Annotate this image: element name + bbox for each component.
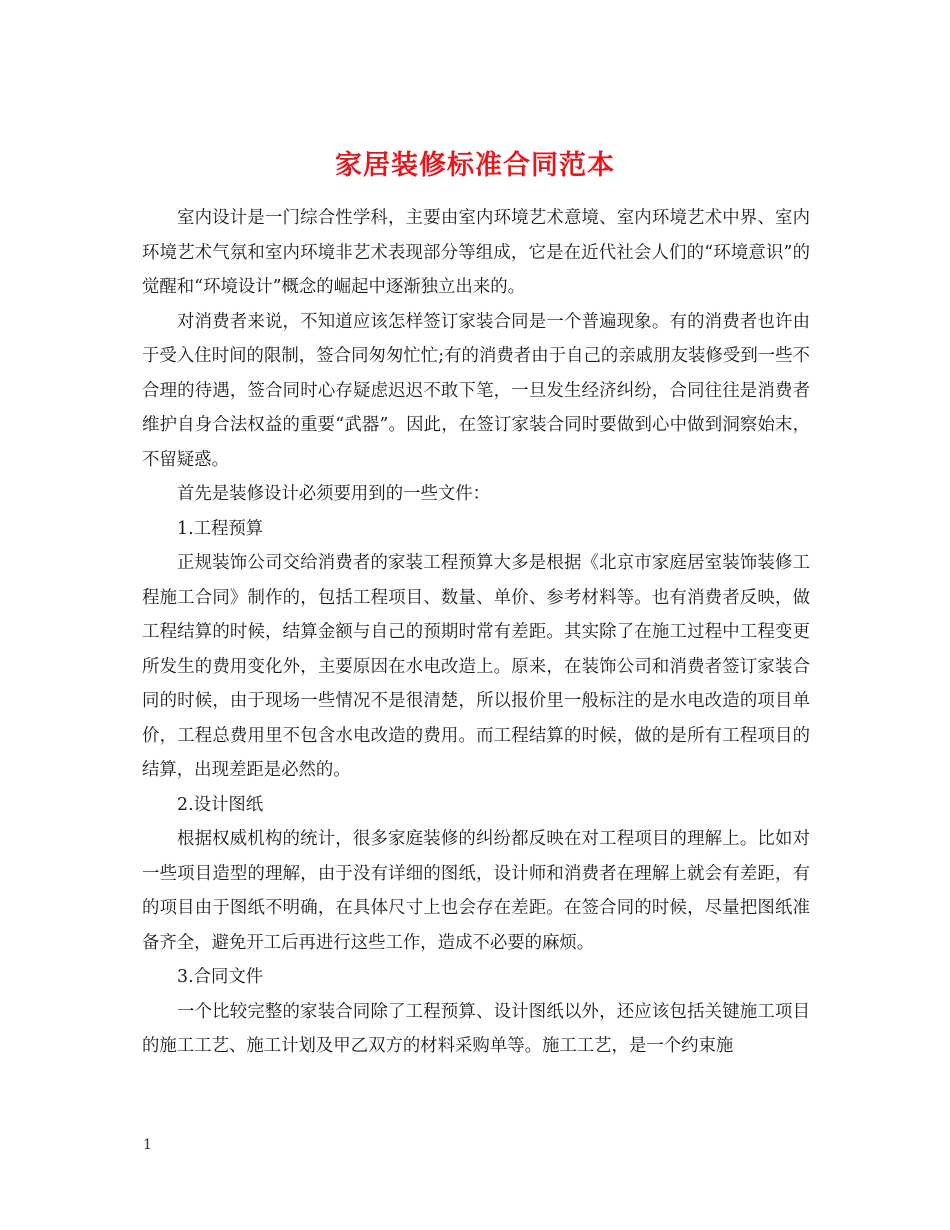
paragraph-consumer-issue: 对消费者来说，不知道应该怎样签订家装合同是一个普遍现象。有的消费者也许由于受入住时间的限制，签合同匆匆忙忙;有的消费者由于自己的亲戚朋友装修受到一些不合理的待遇，签合同时心存疑虑迟迟不敢下笔，一旦发生经济纠纷，合同往往是消费者维护自身合法权益的重要“武器”。因此，在签订家装合同时要做到心中做到洞察始末，不留疑惑。 xyxy=(142,311,810,470)
paragraph-contract-files: 一个比较完整的家装合同除了工程预算、设计图纸以外，还应该包括关键施工项目的施工工艺、施工计划及甲乙双方的材料采购单等。施工工艺，是一个约束施 xyxy=(142,1001,810,1056)
section-heading-budget: 1.工程预算 xyxy=(177,518,264,539)
document-title: 家居装修标准合同范本 xyxy=(335,150,615,182)
paragraph-drawings: 根据权威机构的统计，很多家庭装修的纠纷都反映在对工程项目的理解上。比如对一些项目造型的理解，由于没有详细的图纸，设计师和消费者在理解上就会有差距，有的项目由于图纸不明确，在具体尺寸上也会存在差距。在签合同的时候，尽量把图纸准备齐全，避免开工后再进行这些工作，造成不必要的麻烦。 xyxy=(142,829,810,953)
section-heading-drawings: 2.设计图纸 xyxy=(177,794,264,815)
section-heading-contract-files: 3.合同文件 xyxy=(177,967,264,987)
paragraph-intro: 室内设计是一门综合性学科，主要由室内环境艺术意境、室内环境艺术中界、室内环境艺术气氛和室内环境非艺术表现部分等组成，它是在近代社会人们的“环境意识”的觉醒和“环境设计”概念的崛起中逐渐独立出来的。 xyxy=(142,208,810,297)
paragraph-budget: 正规装饰公司交给消费者的家装工程预算大多是根据《北京市家庭居室装饰装修工程施工合同》制作的，包括工程项目、数量、单价、参考材料等。也有消费者反映，做工程结算的时候，结算金额与自己的预期时常有差距。其实除了在施工过程中工程变更所发生的费用变化外，主要原因在水电改造上。原来，在装饰公司和消费者签订家装合同的时候，由于现场一些情况不是很清楚，所以报价里一般标注的是水电改造的项目单价，工程总费用里不包含水电改造的费用。而工程结算的时候，做的是所有工程项目的结算，出现差距是必然的。 xyxy=(142,553,810,780)
paragraph-files-intro: 首先是装修设计必须要用到的一些文件： xyxy=(177,484,491,504)
document-body xyxy=(142,201,810,1064)
page-number: 1 xyxy=(143,1137,152,1153)
